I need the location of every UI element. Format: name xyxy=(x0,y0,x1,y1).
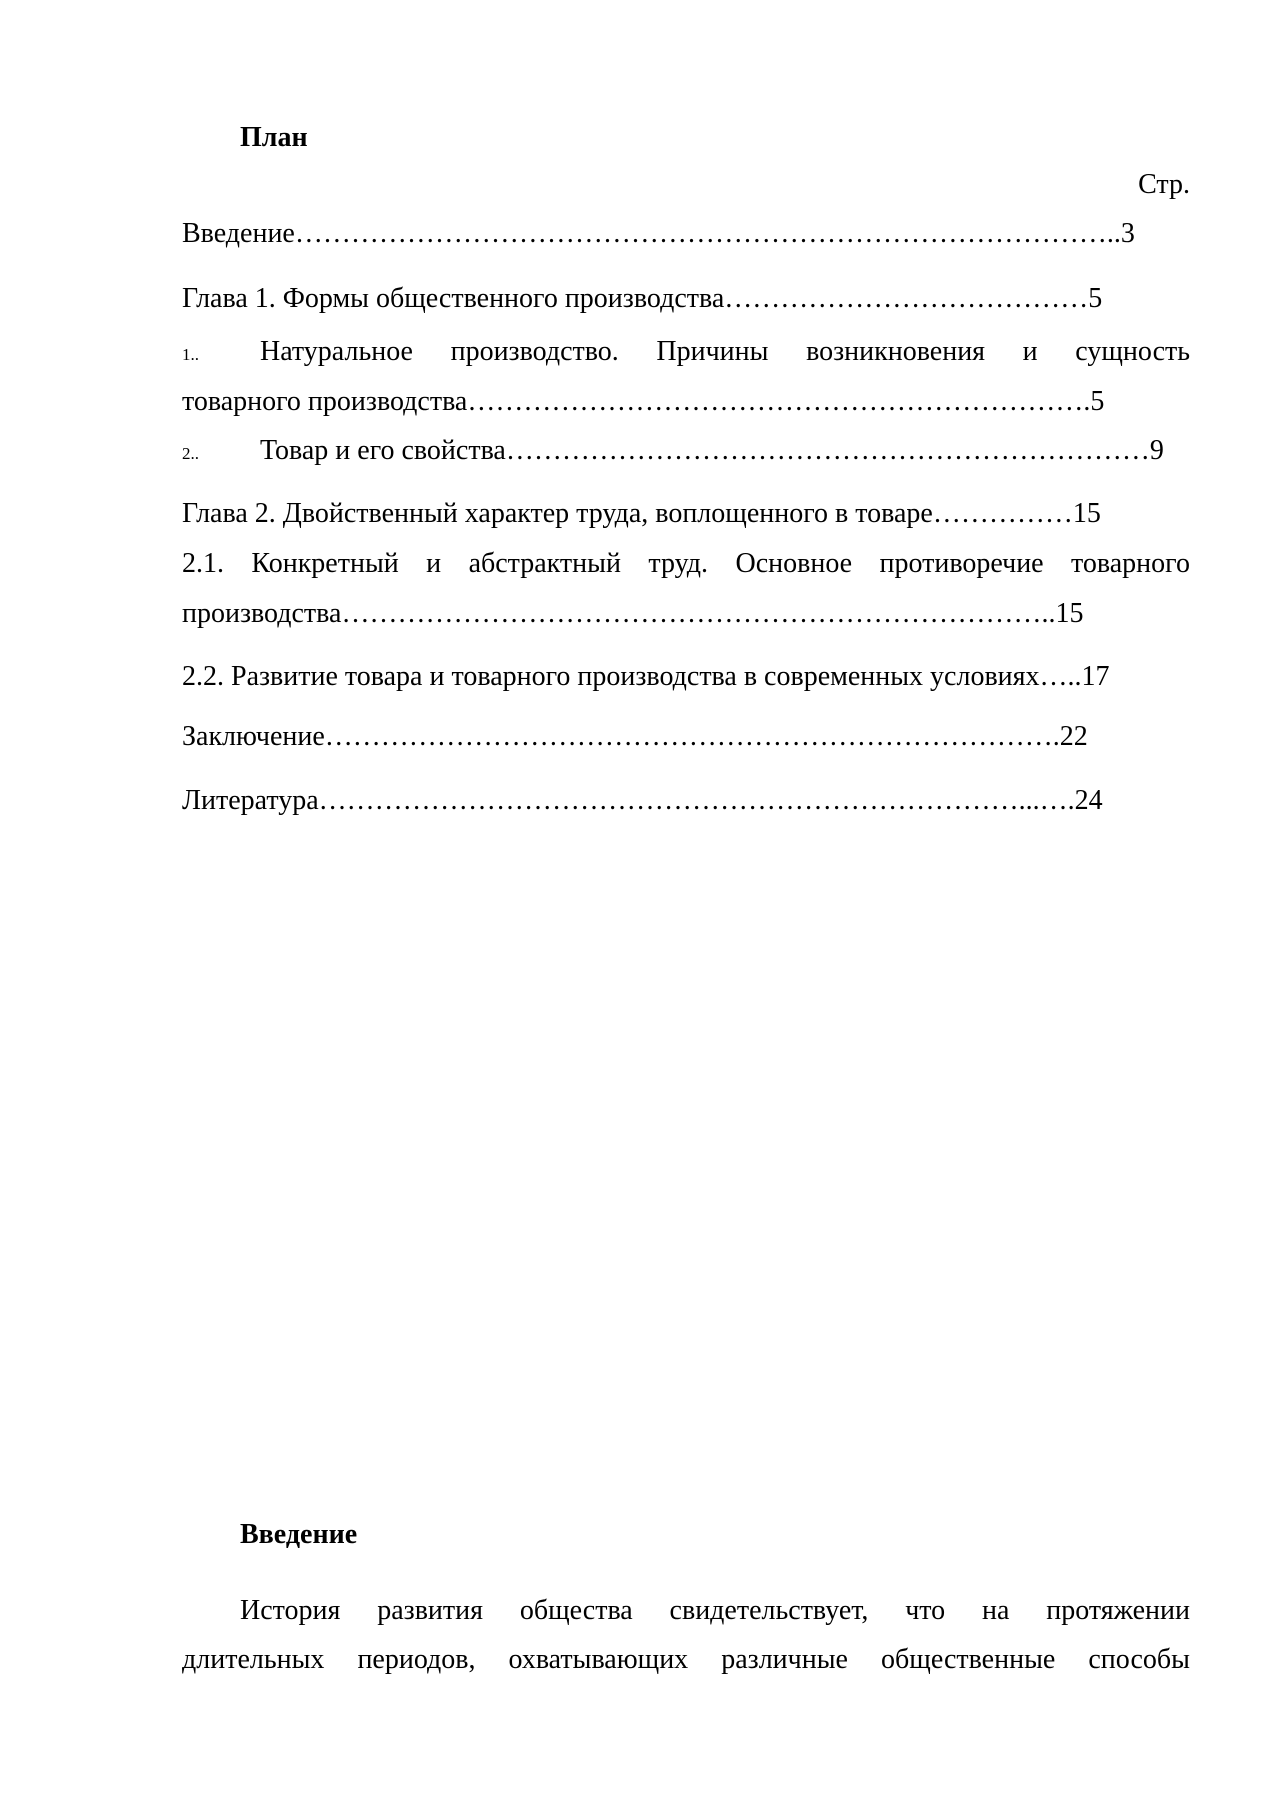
intro-paragraph-line2 xyxy=(182,1643,1190,1677)
intro-word: охватывающих xyxy=(508,1644,689,1675)
toc-section-2-2: 2.2. Развитие товара и товарного производства в современных условиях…..17 xyxy=(182,661,1110,692)
toc-word: и xyxy=(1022,336,1038,367)
toc-word: противоречие xyxy=(879,548,1044,579)
toc-item-1-2-number: 2.. xyxy=(182,444,199,463)
toc-word: сущность xyxy=(1075,336,1190,367)
toc-word: труд. xyxy=(648,548,709,579)
toc-item-1-1-line2: товарного производства………………………………………………………….5 xyxy=(182,386,1105,417)
toc-item-1-1-line1 xyxy=(182,335,1190,369)
toc-conclusion: Заключение…………………………………………………………………….22 xyxy=(182,721,1088,752)
toc-literature: Литература…………………………………………………………………...….24 xyxy=(182,785,1103,816)
toc-word: и xyxy=(426,548,442,579)
toc-word: Конкретный xyxy=(251,548,399,579)
toc-section-2-1-line2: производства…………………………………………………………………..15 xyxy=(182,598,1084,629)
toc-intro: Введение……………………………………………………………………………..3 xyxy=(182,218,1135,249)
toc-word: товарного xyxy=(1071,548,1190,579)
intro-word: на xyxy=(982,1595,1010,1626)
toc-item-1-1-number: 1.. xyxy=(182,345,199,364)
intro-word: свидетельствует, xyxy=(669,1595,869,1626)
intro-title: Введение xyxy=(240,1519,358,1550)
intro-word: способы xyxy=(1088,1644,1190,1675)
toc-word: Натуральное xyxy=(260,336,413,367)
intro-paragraph-line1 xyxy=(182,1594,1190,1628)
toc-word: 2.1. xyxy=(182,548,224,579)
toc-word: Причины xyxy=(656,336,769,367)
plan-title: План xyxy=(240,122,308,153)
intro-word: общества xyxy=(519,1595,633,1626)
toc-word: производство. xyxy=(450,336,619,367)
toc-word: Основное xyxy=(735,548,853,579)
intro-word: протяжении xyxy=(1046,1595,1190,1626)
intro-word: различные xyxy=(721,1644,848,1675)
pages-column-label: Стр. xyxy=(1138,169,1190,200)
intro-word: общественные xyxy=(881,1644,1056,1675)
toc-word: возникновения xyxy=(806,336,986,367)
toc-word: абстрактный xyxy=(468,548,621,579)
toc-section-2-1-line1 xyxy=(182,547,1190,581)
toc-item-1-2: Товар и его свойства……………………………………………………………9 xyxy=(260,435,1164,466)
intro-word: что xyxy=(905,1595,946,1626)
intro-word: периодов, xyxy=(357,1644,476,1675)
intro-word: развития xyxy=(377,1595,484,1626)
toc-chapter-1: Глава 1. Формы общественного производства…………………………………5 xyxy=(182,283,1103,314)
intro-word: История xyxy=(240,1595,341,1626)
toc-chapter-2: Глава 2. Двойственный характер труда, воплощенного в товаре……………15 xyxy=(182,498,1101,529)
intro-word: длительных xyxy=(182,1644,325,1675)
